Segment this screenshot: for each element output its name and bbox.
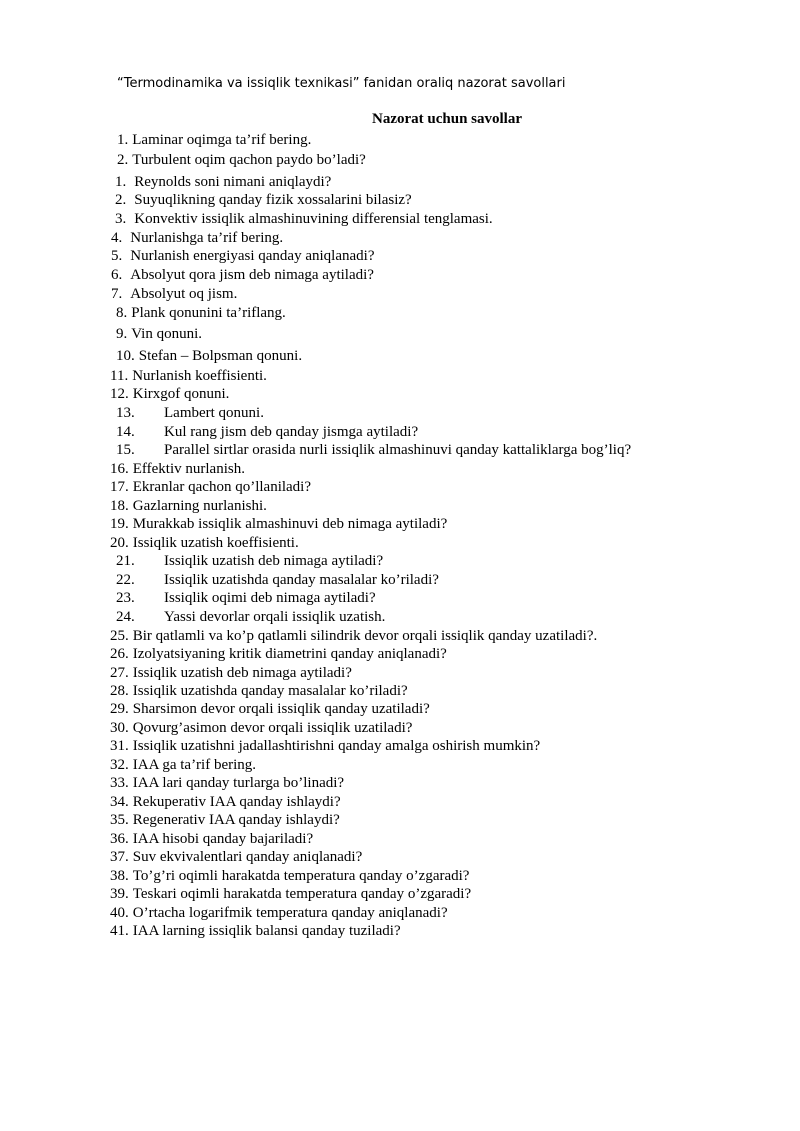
question-item bbox=[115, 191, 412, 209]
question-item bbox=[110, 645, 447, 663]
question-text: Reynolds soni nimani aniqlaydi? bbox=[134, 174, 332, 190]
question-item bbox=[110, 534, 299, 552]
question-item bbox=[111, 229, 283, 247]
question-item bbox=[110, 756, 256, 774]
question-text: Effektiv nurlanish. bbox=[132, 461, 245, 477]
question-number: 14. bbox=[116, 424, 135, 440]
question-text: O’rtacha logarifmik temperatura qanday aniqlanadi? bbox=[132, 905, 448, 921]
question-number: 16. bbox=[110, 461, 129, 477]
question-text: Izolyatsiyaning kritik diametrini qanday aniqlanadi? bbox=[132, 646, 447, 662]
question-item bbox=[110, 700, 430, 718]
question-text: IAA larning issiqlik balansi qanday tuziladi? bbox=[132, 923, 401, 939]
question-text: To’g’ri oqimli harakatda temperatura qanday o’zgaradi? bbox=[132, 868, 470, 884]
question-number: 36. bbox=[110, 831, 129, 847]
section-title: Nazorat uchun savollar bbox=[372, 111, 522, 127]
question-item bbox=[111, 285, 237, 303]
question-text: Absolyut qora jism deb nimaga aytiladi? bbox=[130, 267, 374, 283]
question-text: IAA hisobi qanday bajariladi? bbox=[132, 831, 314, 847]
question-number: 17. bbox=[110, 479, 129, 495]
question-text: Issiqlik oqimi deb nimaga aytiladi? bbox=[164, 590, 376, 606]
question-item bbox=[110, 867, 469, 885]
question-number: 7. bbox=[111, 286, 123, 302]
question-item bbox=[117, 131, 311, 149]
question-item bbox=[116, 304, 286, 322]
question-item bbox=[116, 608, 385, 626]
question-text: Laminar oqimga ta’rif bering. bbox=[132, 132, 312, 148]
question-text: Konvektiv issiqlik almashinuvining differensial tenglamasi. bbox=[134, 211, 493, 227]
question-number: 31. bbox=[110, 738, 129, 754]
question-item bbox=[110, 904, 448, 922]
question-number: 28. bbox=[110, 683, 129, 699]
document-header: “Termodinamika va issiqlik texnikasi” fanidan oraliq nazorat savollari bbox=[117, 76, 566, 91]
question-text: Turbulent oqim qachon paydo bo’ladi? bbox=[132, 152, 366, 168]
question-text: Issiqlik uzatish deb nimaga aytiladi? bbox=[164, 553, 384, 569]
question-item bbox=[110, 385, 229, 403]
question-item bbox=[110, 367, 267, 385]
question-number: 33. bbox=[110, 775, 129, 791]
question-number: 24. bbox=[116, 609, 135, 625]
question-item bbox=[110, 682, 408, 700]
question-text: Nurlanish koeffisienti. bbox=[132, 368, 267, 384]
question-item bbox=[111, 266, 374, 284]
question-item bbox=[116, 441, 631, 459]
question-item bbox=[115, 210, 493, 228]
question-text: Nurlanish energiyasi qanday aniqlanadi? bbox=[130, 248, 375, 264]
question-item bbox=[116, 325, 202, 343]
question-number: 15. bbox=[116, 442, 135, 458]
question-number: 19. bbox=[110, 516, 129, 532]
question-item bbox=[116, 423, 418, 441]
question-text: Regenerativ IAA qanday ishlaydi? bbox=[132, 812, 340, 828]
question-item bbox=[111, 247, 374, 265]
question-number: 26. bbox=[110, 646, 129, 662]
question-text: Bir qatlamli va ko’p qatlamli silindrik devor orqali issiqlik qanday uzatiladi?. bbox=[132, 628, 598, 644]
question-text: IAA ga ta’rif bering. bbox=[132, 757, 257, 773]
question-number: 2. bbox=[115, 192, 127, 208]
question-item bbox=[110, 922, 401, 940]
question-item bbox=[116, 571, 439, 589]
question-number: 39. bbox=[110, 886, 129, 902]
question-item bbox=[116, 404, 264, 422]
question-text: Sharsimon devor orqali issiqlik qanday uzatiladi? bbox=[132, 701, 430, 717]
question-item bbox=[110, 774, 344, 792]
question-item bbox=[110, 515, 447, 533]
question-number: 9. bbox=[116, 326, 128, 342]
question-number: 37. bbox=[110, 849, 129, 865]
question-number: 3. bbox=[115, 211, 127, 227]
question-number: 18. bbox=[110, 498, 129, 514]
question-text: Lambert qonuni. bbox=[164, 405, 264, 421]
question-text: Suv ekvivalentlari qanday aniqlanadi? bbox=[132, 849, 363, 865]
question-text: Qovurg’asimon devor orqali issiqlik uzatiladi? bbox=[132, 720, 413, 736]
question-text: Ekranlar qachon qo’llaniladi? bbox=[132, 479, 312, 495]
question-number: 6. bbox=[111, 267, 123, 283]
question-number: 35. bbox=[110, 812, 129, 828]
question-number: 5. bbox=[111, 248, 123, 264]
question-number: 1. bbox=[115, 174, 127, 190]
question-text: Yassi devorlar orqali issiqlik uzatish. bbox=[164, 609, 386, 625]
question-text: Issiqlik uzatish deb nimaga aytiladi? bbox=[132, 665, 352, 681]
question-number: 2. bbox=[117, 152, 129, 168]
question-text: Issiqlik uzatishni jadallashtirishni qanday amalga oshirish mumkin? bbox=[132, 738, 541, 754]
question-number: 23. bbox=[116, 590, 135, 606]
question-number: 22. bbox=[116, 572, 135, 588]
question-item bbox=[117, 151, 366, 169]
question-number: 29. bbox=[110, 701, 129, 717]
question-number: 38. bbox=[110, 868, 129, 884]
question-number: 10. bbox=[116, 348, 135, 364]
question-number: 4. bbox=[111, 230, 123, 246]
question-number: 21. bbox=[116, 553, 135, 569]
question-text: Issiqlik uzatishda qanday masalalar ko’riladi? bbox=[164, 572, 439, 588]
question-text: Absolyut oq jism. bbox=[130, 286, 238, 302]
question-text: Suyuqlikning qanday fizik xossalarini bilasiz? bbox=[134, 192, 412, 208]
question-text: Rekuperativ IAA qanday ishlaydi? bbox=[132, 794, 341, 810]
question-item bbox=[110, 737, 540, 755]
question-item bbox=[110, 848, 362, 866]
question-text: Issiqlik uzatish koeffisienti. bbox=[132, 535, 299, 551]
question-item bbox=[110, 497, 267, 515]
question-number: 20. bbox=[110, 535, 129, 551]
question-text: Plank qonunini ta’riflang. bbox=[131, 305, 286, 321]
question-item bbox=[110, 793, 341, 811]
question-item bbox=[110, 719, 412, 737]
question-number: 11. bbox=[110, 368, 129, 384]
question-item bbox=[110, 664, 352, 682]
question-text: Parallel sirtlar orasida nurli issiqlik almashinuvi qanday kattaliklarga bog’liq? bbox=[164, 442, 632, 458]
question-text: IAA lari qanday turlarga bo’linadi? bbox=[132, 775, 345, 791]
question-item bbox=[110, 811, 340, 829]
question-number: 30. bbox=[110, 720, 129, 736]
question-number: 27. bbox=[110, 665, 129, 681]
question-number: 41. bbox=[110, 923, 129, 939]
question-text: Kirxgof qonuni. bbox=[132, 386, 230, 402]
question-item bbox=[116, 589, 376, 607]
question-number: 12. bbox=[110, 386, 129, 402]
question-text: Issiqlik uzatishda qanday masalalar ko’riladi? bbox=[132, 683, 408, 699]
question-number: 25. bbox=[110, 628, 129, 644]
question-text: Nurlanishga ta’rif bering. bbox=[130, 230, 284, 246]
question-number: 1. bbox=[117, 132, 129, 148]
question-item bbox=[116, 347, 302, 365]
question-item bbox=[116, 552, 383, 570]
question-item bbox=[110, 478, 311, 496]
question-item bbox=[110, 627, 597, 645]
question-text: Stefan – Bolpsman qonuni. bbox=[138, 348, 303, 364]
question-number: 34. bbox=[110, 794, 129, 810]
question-number: 40. bbox=[110, 905, 129, 921]
question-number: 32. bbox=[110, 757, 129, 773]
question-number: 8. bbox=[116, 305, 128, 321]
question-text: Vin qonuni. bbox=[131, 326, 203, 342]
question-item bbox=[115, 173, 331, 191]
question-item bbox=[110, 460, 245, 478]
question-text: Teskari oqimli harakatda temperatura qanday o’zgaradi? bbox=[132, 886, 472, 902]
question-text: Gazlarning nurlanishi. bbox=[132, 498, 267, 514]
question-text: Kul rang jism deb qanday jismga aytiladi? bbox=[164, 424, 419, 440]
question-item bbox=[110, 830, 313, 848]
question-item bbox=[110, 885, 471, 903]
question-text: Murakkab issiqlik almashinuvi deb nimaga aytiladi? bbox=[132, 516, 448, 532]
question-number: 13. bbox=[116, 405, 135, 421]
